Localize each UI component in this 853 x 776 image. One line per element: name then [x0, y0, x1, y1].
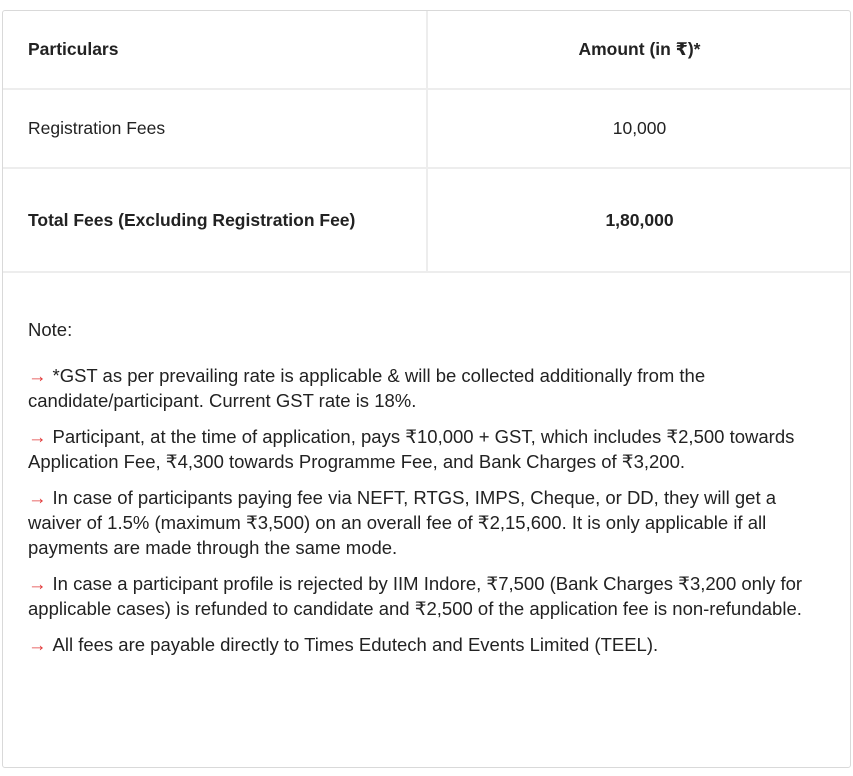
- row-amount: 1,80,000: [605, 209, 674, 230]
- note-text: In case a participant profile is rejected by IIM Indore, ₹7,500 (Bank Charges ₹3,200 only for applicable cases) is refunded to candidate and ₹2,500 of the application fee is non-refundable.: [28, 573, 803, 619]
- note-item: [28, 571, 825, 621]
- fee-table-container: [2, 10, 851, 768]
- notes-title: Note:: [28, 319, 73, 340]
- row-label: Total Fees (Excluding Registration Fee): [3, 169, 428, 271]
- header-amount: Amount (in ₹)*: [578, 39, 701, 59]
- arrow-right-icon: →: [28, 426, 47, 447]
- table-header-row: [3, 11, 850, 90]
- note-item: [28, 632, 825, 657]
- table-row: [3, 169, 850, 273]
- note-text: In case of participants paying fee via NEFT, RTGS, IMPS, Cheque, or DD, they will get a waiver of 1.5% (maximum ₹3,500) on an overall fee of ₹2,15,600. It is only applicable if all payments are made through the same mode.: [28, 487, 777, 558]
- note-text: *GST as per prevailing rate is applicable & will be collected additionally from the candidate/participant. Current GST rate is 18%.: [28, 365, 706, 411]
- arrow-right-icon: →: [28, 573, 47, 594]
- note-text: Participant, at the time of application, pays ₹10,000 + GST, which includes ₹2,500 towards Application Fee, ₹4,300 towards Programme Fee, and Bank Charges of ₹3,200.: [28, 426, 795, 472]
- arrow-right-icon: →: [28, 365, 47, 386]
- row-label: Registration Fees: [3, 90, 428, 167]
- note-item: [28, 485, 825, 560]
- note-item: [28, 424, 825, 474]
- note-item: [28, 363, 825, 413]
- table-row: [3, 90, 850, 169]
- notes-section: [3, 273, 850, 657]
- arrow-right-icon: →: [28, 487, 47, 508]
- header-particulars: Particulars: [3, 11, 428, 88]
- note-text: All fees are payable directly to Times Edutech and Events Limited (TEEL).: [52, 634, 659, 655]
- arrow-right-icon: →: [28, 634, 47, 655]
- row-amount: 10,000: [612, 118, 667, 138]
